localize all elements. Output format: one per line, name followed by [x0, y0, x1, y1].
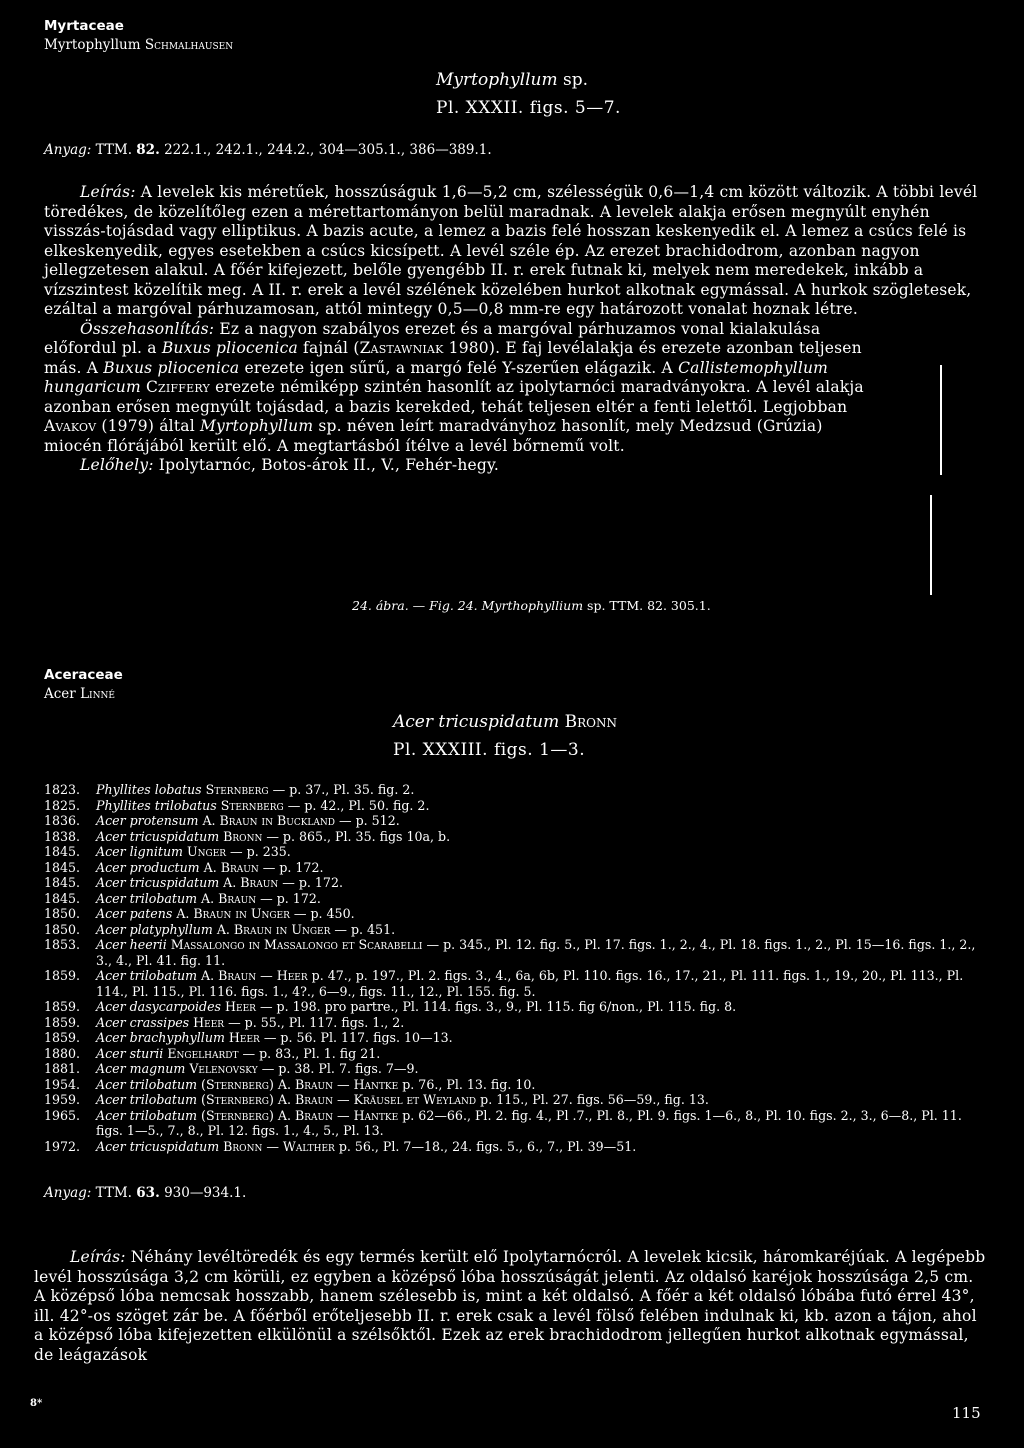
synonym-taxon: Acer trilobatum — [96, 968, 198, 983]
page-number: 115 — [952, 1404, 981, 1422]
synonym-entry — [44, 937, 984, 968]
synonym-entry — [44, 798, 984, 814]
synonym-year: 1881. — [44, 1061, 81, 1076]
synonym-entry — [44, 891, 984, 907]
synonym-taxon: Phyllites lobatus — [96, 782, 202, 797]
comparison-text-2: fajnál ( — [297, 339, 360, 357]
synonym-author: (Sternberg) A. Braun — Kräusel et Weyland — [201, 1092, 477, 1107]
synonym-reference: — p. 83., Pl. 1. fig 21. — [238, 1045, 381, 1061]
synonym-taxon: Acer trilobatum — [96, 890, 198, 906]
synonym-year: 1850. — [44, 906, 81, 921]
author-cziffery: Cziffery — [145, 378, 210, 396]
figure-edge-mark — [940, 365, 942, 475]
synonym-reference: p. 56., Pl. 7—18., 24. figs. 5., 6., 7., Pl. 39—51. — [334, 1138, 637, 1154]
synonym-citation — [96, 782, 984, 798]
synonym-author: Bronn — [223, 828, 263, 844]
synonym-entry — [44, 782, 984, 798]
synonym-author: Unger — [187, 844, 227, 859]
plate-reference: Pl. XXXII. figs. 5—7. — [436, 98, 621, 118]
genus-heading-acer — [44, 686, 115, 702]
material-label: Anyag: — [44, 142, 92, 158]
synonym-entry — [44, 1092, 984, 1108]
synonym-citation — [96, 829, 984, 845]
comparison-text-7: sp. néven leírt maradványhoz hasonlít, mely Medzsud (Grúzia) miocén flórájából került elő. A megtartásból ítélve a levél bőrnemű volt. — [44, 417, 823, 455]
synonym-author: Engelhardt — [167, 1045, 239, 1061]
synonym-reference: — p. 172. — [278, 875, 343, 890]
synonym-reference: — p. 451. — [330, 921, 396, 937]
synonym-year: 1853. — [44, 937, 81, 952]
synonym-reference: p. 76., Pl. 13. fig. 10. — [398, 1076, 536, 1092]
synonym-year: 1838. — [44, 828, 81, 844]
synonym-entry — [44, 1077, 984, 1093]
description-paragraph-acer — [34, 1248, 986, 1365]
description-text-acer: Néhány levéltöredék és egy termés került elő Ipolytarnócról. A levelek kicsik, háromkaréjúak. A legépebb levél hosszúsága 3,2 cm körüli, ez egyben a középső lóba hosszúságát jelenti. Az oldalsó karéjok hosszúsága 2,5 cm. A középső lóba nemcsak hosszabb, hanem szélesebb is, mint a két oldalsó. A főér a két oldalsó lóbába futó érrel 43°, ill. 42°-os szöget zár be. A főérből erőteljesebb II. r. erek csak a levél fölső felében indulnak ki, kb. azon a tájon, ahol a középső lóba kifejezetten elkülönül a szélsőktől. Ezek az erek brachidodrom jellegűen hurkot alkotnak egymással, de leágazások — [34, 1248, 986, 1364]
synonym-year: 1954. — [44, 1076, 81, 1092]
synonym-citation — [96, 813, 984, 829]
synonym-author: A. Braun — [223, 875, 279, 890]
synonym-citation — [96, 1092, 984, 1108]
synonym-author: A. Braun in Unger — [216, 921, 331, 937]
signature-mark: 8* — [30, 1398, 43, 1409]
synonym-citation — [96, 1139, 984, 1155]
synonym-author: Bronn — Walther — [223, 1138, 335, 1154]
figure-caption — [352, 598, 711, 613]
synonym-citation — [96, 1046, 984, 1062]
synonym-reference: — p. 172. — [256, 890, 321, 906]
species-suffix: sp. — [563, 70, 589, 90]
synonym-taxon: Acer sturii — [96, 1045, 164, 1061]
synonym-taxon: Acer trilobatum — [96, 1107, 198, 1123]
taxon-myrtophyllum: Myrtophyllum — [199, 417, 314, 435]
comparison-text-5: erezete némiképp szintén hasonlít az ipolytarnóci maradványokra. A levél alakja azonban erősen megnyúlt tojásdad, a bazis kerekded, tehát teljesen eltér a fenti lelettől. Legjobban — [44, 378, 864, 416]
synonym-reference: — p. 172. — [258, 859, 324, 875]
synonym-year: 1859. — [44, 1030, 81, 1045]
synonym-taxon: Acer brachyphyllum — [96, 1030, 225, 1045]
synonym-entry — [44, 1061, 984, 1077]
synonym-taxon: Acer trilobatum — [96, 1076, 198, 1092]
species-title-acer — [393, 712, 617, 732]
synonym-taxon: Acer tricuspidatum — [96, 828, 220, 844]
synonym-author: A. Braun — Heer — [201, 968, 308, 983]
species-name-acer: Acer tricuspidatum — [393, 712, 560, 732]
synonym-year: 1845. — [44, 875, 81, 890]
material-line — [44, 142, 492, 158]
synonym-author: Heer — [228, 1030, 260, 1045]
description-text: A levelek kis méretűek, hosszúságuk 1,6—5,2 cm, szélességük 0,6—1,4 cm között változik. A többi levél töredékes, de közelítőleg ezen a mérettartományon belül maradnak. A levelek alakja erősen megnyúlt enyhén visszás-tojásdad vagy elliptikus. A bazis acute, a lemez a bazis felé hosszan keskenyedik el. A lemez a csúcs felé is elkeskenyedik, egyes esetekben a csúcs kicsípett. A levél széle ép. Az erezet brachidodrom, azonban nagyon jellegzetesen alakul. A főér kifejezett, belőle gyengébb II. r. erek futnak ki, melyek nem meredekek, inkább a vízszintest közelítik meg. A II. r. erek a levél szélének közelében hurkot alkotnak egymással. A hurkok szögletesek, ezáltal a margóval párhuzamosan, attól mintegy 0,5—0,8 mm-re egy határozott vonalat hoznak létre. — [44, 183, 978, 318]
synonym-taxon: Acer productum — [96, 859, 200, 875]
synonym-year: 1850. — [44, 921, 81, 937]
synonym-entry — [44, 829, 984, 845]
figure-caption-label: 24. ábra. — Fig. 24. Myrthophyllium — [352, 598, 584, 613]
comparison-label: Összehasonlítás: — [80, 319, 215, 338]
genus-name: Myrtophyllum — [44, 37, 141, 53]
species-name: Myrtophyllum — [436, 70, 558, 90]
acer-description — [34, 1248, 986, 1365]
synonym-reference: — p. 345., Pl. 12. fig. 5., Pl. 17. figs. 1., 2., 4., Pl. 18. figs. 1., 2., Pl. 15—16. figs. 1., 2., 3., 4., Pl. 41. fig. 11. — [96, 937, 976, 968]
synonym-citation — [96, 906, 984, 922]
synonym-year: 1972. — [44, 1138, 81, 1154]
synonym-author: Velenovsky — [189, 1061, 258, 1076]
material-rest-acer: 930—934.1. — [159, 1185, 247, 1201]
comparison-text-1: Ez a nagyon szabályos erezet és a margóval párhuzamos vonal kialakulása előfordul pl. a — [44, 319, 821, 357]
comparison-text-4: erezete igen sűrű, a margó felé Y-szerűen elágazik. A — [239, 358, 679, 377]
species-title-myrtophyllum — [436, 70, 588, 90]
synonym-entry — [44, 1046, 984, 1062]
synonym-year: 1965. — [44, 1107, 81, 1123]
synonym-entry — [44, 875, 984, 891]
synonym-citation — [96, 891, 984, 907]
synonym-taxon: Acer trilobatum — [96, 1092, 198, 1107]
synonym-citation — [96, 1077, 984, 1093]
synonym-taxon: Acer protensum — [96, 813, 199, 828]
synonym-entry — [44, 1108, 984, 1139]
taxon-buxus: Buxus pliocenica — [161, 339, 298, 357]
synonym-reference: — p. 512. — [335, 813, 400, 828]
material-rest: 222.1., 242.1., 244.2., 304—305.1., 386—389.1. — [159, 142, 492, 158]
species-author-bronn: Bronn — [564, 712, 617, 732]
synonym-citation — [96, 844, 984, 860]
material-text: TTM. — [95, 142, 137, 158]
genus-author: Schmalhausen — [144, 37, 234, 53]
synonym-year: 1859. — [44, 1014, 81, 1030]
comparison-text-3: 1980). E faj levélalakja és erezete azonban teljesen más. A — [44, 339, 862, 377]
synonym-entry — [44, 860, 984, 876]
synonym-author: A. Braun in Unger — [176, 906, 290, 921]
synonym-taxon: Acer tricuspidatum — [96, 1138, 220, 1154]
synonym-author: Sternberg — [220, 797, 284, 813]
synonym-citation — [96, 968, 984, 999]
synonym-author: (Sternberg) A. Braun — Hantke — [201, 1107, 399, 1123]
synonym-reference: — p. 37., Pl. 35. fig. 2. — [268, 782, 415, 797]
synonym-citation — [96, 1030, 984, 1046]
locality-text: Ipolytarnóc, Botos-árok II., V., Fehér-hegy. — [153, 456, 500, 474]
material-number: 82. — [136, 142, 160, 158]
synonym-citation — [96, 798, 984, 814]
synonym-taxon: Acer platyphyllum — [96, 921, 213, 937]
family-heading-aceraceae: Aceraceae — [44, 667, 123, 683]
synonymy-list — [44, 782, 984, 1154]
synonym-taxon: Acer patens — [96, 906, 173, 921]
synonym-entry — [44, 1139, 984, 1155]
material-text-acer: TTM. — [91, 1185, 137, 1201]
synonym-author: A. Braun — [201, 890, 257, 906]
synonym-entry — [44, 968, 984, 999]
synonym-year: 1845. — [44, 844, 81, 859]
synonym-reference: — p. 42., Pl. 50. fig. 2. — [283, 797, 430, 813]
synonym-entry — [44, 844, 984, 860]
synonym-entry — [44, 906, 984, 922]
myrtophyllum-text — [44, 183, 984, 476]
author-avakov: Avakov — [44, 417, 97, 435]
synonym-year: 1836. — [44, 813, 81, 828]
synonym-citation — [96, 937, 984, 968]
synonym-year: 1845. — [44, 890, 81, 906]
figure-caption-ref: sp. TTM. 82. 305.1. — [583, 598, 711, 613]
synonym-taxon: Acer magnum — [96, 1061, 186, 1076]
material-number-acer: 63. — [136, 1185, 160, 1201]
synonym-year: 1859. — [44, 968, 81, 983]
synonym-reference: p. 115., Pl. 27. figs. 56—59., fig. 13. — [476, 1092, 709, 1107]
synonym-reference: p. 47., p. 197., Pl. 2. figs. 3., 4., 6a, 6b, Pl. 110. figs. 16., 17., 21., Pl. 111. figs. 1., 19., 20., Pl. 113., Pl. 114., Pl. 115., Pl. 116. figs. 1., 4?., 6—9., figs. 11., 12., Pl. 155. fig. 5. — [96, 968, 964, 999]
figure-edge-mark-2 — [930, 495, 932, 595]
synonym-year: 1845. — [44, 859, 81, 875]
genus-name-acer: Acer — [44, 686, 76, 702]
synonym-taxon: Acer heerii — [96, 937, 167, 952]
synonym-author: A. Braun in Buckland — [202, 813, 335, 828]
genus-author-linne: Linné — [80, 686, 115, 702]
synonym-year: 1823. — [44, 782, 81, 797]
description-label: Leírás: — [80, 183, 136, 201]
synonym-author: Massalongo in Massalongo et Scarabelli — [170, 937, 423, 952]
synonym-taxon: Acer tricuspidatum — [96, 875, 220, 890]
comparison-text-6: (1979) által — [96, 417, 200, 435]
synonym-author: Heer — [225, 999, 256, 1014]
material-line-acer — [44, 1185, 246, 1201]
description-paragraph — [44, 183, 984, 320]
comparison-paragraph — [44, 320, 874, 457]
synonym-year: 1959. — [44, 1092, 81, 1107]
synonym-year: 1880. — [44, 1045, 81, 1061]
synonym-taxon: Acer lignitum — [96, 844, 183, 859]
synonym-reference: — p. 450. — [289, 906, 355, 921]
locality-label: Lelőhely: — [80, 456, 154, 474]
taxon-callistemophyllum: Callistemophyllum hungaricum — [44, 358, 829, 396]
synonym-year: 1825. — [44, 797, 81, 813]
synonym-citation — [96, 999, 984, 1015]
family-heading-myrtaceae: Myrtaceae — [44, 18, 124, 34]
synonym-citation — [96, 922, 984, 938]
synonym-citation — [96, 860, 984, 876]
synonym-reference: — p. 235. — [226, 844, 291, 859]
synonym-reference: — p. 55., Pl. 117. figs. 1., 2. — [224, 1014, 405, 1030]
synonym-reference: — p. 198. pro partre., Pl. 114. figs. 3., 9., Pl. 115. fig 6/non., Pl. 115. fig. 8. — [255, 999, 737, 1014]
synonym-taxon: Acer dasycarpoides — [96, 999, 222, 1014]
synonym-author: Heer — [193, 1014, 225, 1030]
synonym-reference: — p. 56. Pl. 117. figs. 10—13. — [259, 1030, 453, 1045]
synonym-reference: — p. 865., Pl. 35. figs 10a, b. — [262, 828, 451, 844]
genus-heading-myrtophyllum — [44, 37, 233, 53]
synonym-reference: — p. 38. Pl. 7. figs. 7—9. — [257, 1061, 419, 1076]
synonym-entry — [44, 1030, 984, 1046]
synonym-citation — [96, 875, 984, 891]
synonym-reference: p. 62—66., Pl. 2. fig. 4., Pl .7., Pl. 8., Pl. 9. figs. 1—6., 8., Pl. 10. figs. 2., 3., 6—8., Pl. 11. figs. 1—5., 7., 8., Pl. 12. figs. 1., 4., 5., Pl. 13. — [96, 1107, 962, 1138]
synonym-taxon: Acer crassipes — [96, 1014, 190, 1030]
taxon-buxus-2: Buxus pliocenica — [103, 358, 240, 377]
synonym-citation — [96, 1108, 984, 1139]
synonym-entry — [44, 999, 984, 1015]
synonym-year: 1859. — [44, 999, 81, 1014]
synonym-entry — [44, 922, 984, 938]
author-zastawniak: Zastawniak — [359, 339, 444, 357]
synonym-entry — [44, 1015, 984, 1031]
synonym-citation — [96, 1061, 984, 1077]
locality-paragraph — [44, 456, 984, 476]
synonym-author: Sternberg — [205, 782, 269, 797]
material-label-acer: Anyag: — [44, 1185, 92, 1201]
synonym-entry — [44, 813, 984, 829]
synonym-citation — [96, 1015, 984, 1031]
synonym-author: (Sternberg) A. Braun — Hantke — [201, 1076, 399, 1092]
description-label-acer: Leírás: — [70, 1248, 126, 1266]
synonym-taxon: Phyllites trilobatus — [96, 797, 217, 813]
synonym-author: A. Braun — [203, 859, 259, 875]
plate-reference-acer: Pl. XXXIII. figs. 1—3. — [393, 740, 586, 760]
